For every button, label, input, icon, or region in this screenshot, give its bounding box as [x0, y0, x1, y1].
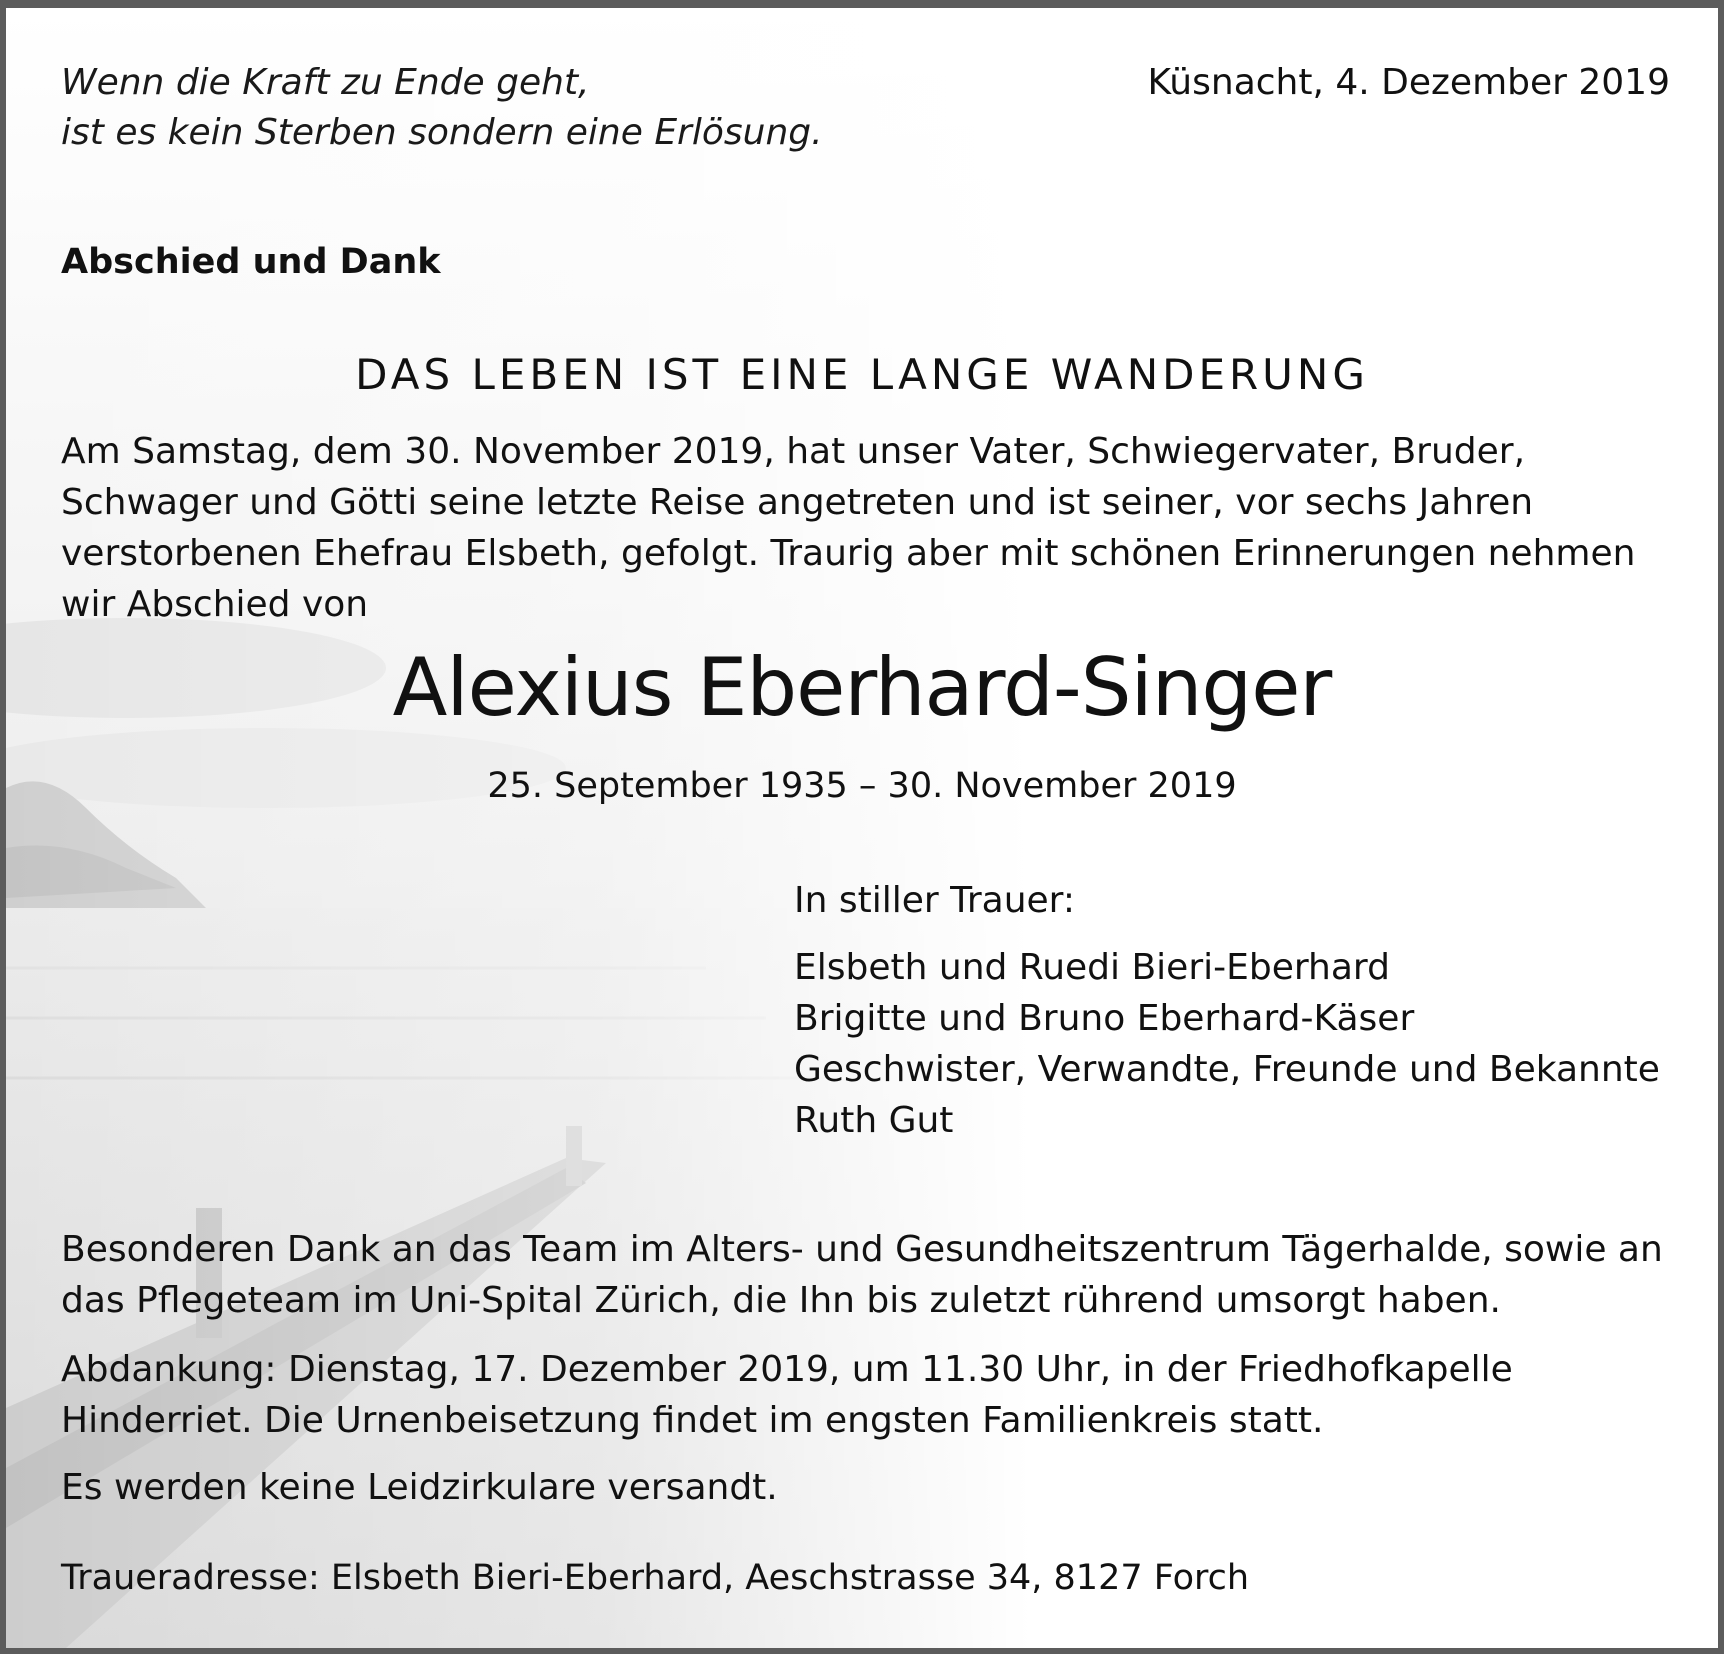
notice-subtitle: DAS LEBEN IST EINE LANGE WANDERUNG: [355, 350, 1369, 399]
mourning-address: Traueradresse: Elsbeth Bieri-Eberhard, Aeschstrasse 34, 8127 Forch: [61, 1558, 1250, 1598]
motto-quote: [61, 58, 823, 158]
place-and-date: Küsnacht, 4. Dezember 2019: [1147, 62, 1670, 103]
funeral-service-paragraph: Abdankung: Dienstag, 17. Dezember 2019, um 11.30 Uhr, in der Friedhofkapelle Hinderriet. Die Urnenbeisetzung findet im engsten Familienkreis statt.: [61, 1349, 1513, 1441]
motto-line-2: ist es kein Sterben sondern eine Erlösung.: [61, 112, 823, 153]
mourner-entry: Geschwister, Verwandte, Freunde und Bekannte: [794, 1049, 1660, 1090]
deceased-name: Alexius Eberhard-Singer: [392, 641, 1332, 734]
motto-line-1: Wenn die Kraft zu Ende geht,: [61, 62, 590, 103]
circulars-note: Es werden keine Leidzirkulare versandt.: [61, 1467, 778, 1508]
mourner-entry: Ruth Gut: [794, 1100, 954, 1141]
life-dates: 25. September 1935 – 30. November 2019: [487, 766, 1237, 806]
mourner-entry: Elsbeth und Ruedi Bieri-Eberhard: [794, 947, 1390, 988]
intro-paragraph: Am Samstag, dem 30. November 2019, hat unser Vater, Schwiegervater, Bruder, Schwager und Götti seine letzte Reise angetreten und ist seiner, vor sechs Jahren verstorbenen Ehefrau Elsbeth, gefolgt. Traurig aber mit schönen Erinnerungen nehmen wir Abschied von: [61, 431, 1636, 625]
obituary-notice: [6, 8, 1718, 1648]
mourner-entry: Brigitte und Bruno Eberhard-Käser: [794, 998, 1415, 1039]
mourning-label: In stiller Trauer:: [794, 880, 1075, 921]
notice-heading: Abschied und Dank: [61, 242, 441, 282]
thanks-paragraph: Besonderen Dank an das Team im Alters- und Gesundheitszentrum Tägerhalde, sowie an das Pflegeteam im Uni-Spital Zürich, die Ihn bis zuletzt rührend umsorgt haben.: [61, 1229, 1663, 1321]
mourners-list: [794, 942, 1660, 1146]
